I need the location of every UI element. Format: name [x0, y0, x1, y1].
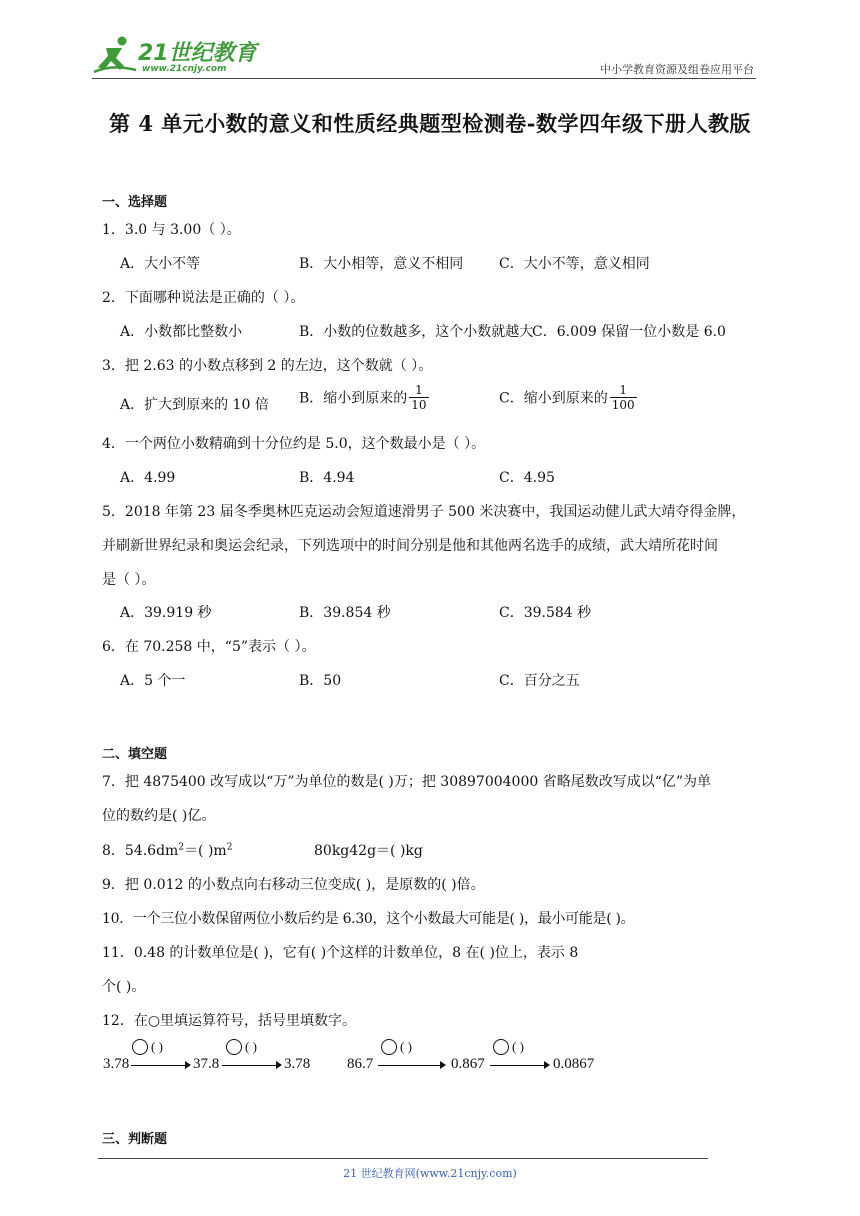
question-8-part-2: 80kg42g＝( )kg — [314, 843, 423, 859]
question-4: 4．一个两位小数精确到十分位约是 5.0，这个数最小是（ ）。 — [102, 436, 486, 452]
chain-value: 0.0867 — [553, 1056, 595, 1072]
q5-option-c: C．39.584 秒 — [499, 605, 592, 621]
q12-chain — [0, 1036, 860, 1076]
operator-circle-icon — [132, 1039, 148, 1055]
question-11-line-1: 11．0.48 的计数单位是( )，它有( )个这样的计数单位，8 在( )位上，表示 8 — [102, 945, 579, 961]
fraction-one-hundredth: $\frac{1}{100}$ — [611, 383, 635, 412]
answer-blank: ( ) — [400, 1039, 412, 1054]
question-2: 2．下面哪种说法是正确的（ ）。 — [102, 290, 305, 306]
header-rule — [92, 78, 756, 79]
q3-option-b-label: B．缩小到原来的 — [299, 390, 408, 407]
q4-option-a: A．4.99 — [120, 470, 176, 486]
q1-option-a: A．大小不等 — [120, 256, 201, 272]
q4-option-c: C．4.95 — [499, 470, 555, 486]
footer-text: 21 世纪教育网(www.21cnjy.com) — [343, 1167, 517, 1180]
question-6: 6．在 70.258 中，“5”表示（ ）。 — [102, 639, 316, 655]
q2-option-c: C．6.009 保留一位小数是 6.0 — [532, 324, 726, 340]
question-12: 12．在○里填运算符号，括号里填数字。 — [102, 1013, 357, 1029]
chain-value: 3.78 — [103, 1056, 130, 1072]
chain-value: 0.867 — [451, 1056, 485, 1072]
question-8: 8．$54.6dm^2=$( )$m^2$ — [102, 842, 233, 859]
question-10: 10．一个三位小数保留两位小数后约是 6.30，这个小数最大可能是( )，最小可能是( )。 — [102, 911, 635, 927]
question-5-line-1: 5．2018 年第 23 届冬季奥林匹克运动会短道速滑男子 500 米决赛中，我国运动健儿武大靖夺得金牌， — [102, 504, 746, 520]
arrow-head-icon — [276, 1061, 282, 1069]
arrow-head-icon — [440, 1061, 446, 1069]
section-fill: 二、填空题 — [102, 747, 168, 762]
q5-option-b: B．39.854 秒 — [299, 605, 391, 621]
q2-option-a: A．小数都比整数小 — [120, 324, 243, 340]
arrow-icon — [131, 1065, 189, 1066]
arrow-head-icon — [544, 1061, 550, 1069]
platform-name: 中小学教育资源及组卷应用平台 — [600, 63, 754, 76]
operator-circle-icon — [381, 1039, 397, 1055]
footer-rule — [98, 1158, 708, 1159]
chain-value: 37.8 — [193, 1056, 220, 1072]
q1-option-b: B．大小相等，意义不相同 — [299, 256, 464, 272]
answer-blank: ( ) — [245, 1039, 257, 1054]
runner-logo-icon — [92, 34, 138, 78]
logo-url: www.21cnjy.com — [142, 64, 227, 74]
q3-option-b — [299, 383, 429, 412]
question-5-line-3: 是（ ）。 — [102, 572, 156, 588]
section-choice: 一、选择题 — [102, 195, 168, 210]
arrow-icon — [490, 1065, 548, 1066]
page-title: 第 4 单元小数的意义和性质经典题型检测卷-数学四年级下册人教版 — [109, 111, 751, 136]
arrow-icon — [222, 1065, 280, 1066]
q6-option-a: A．5 个一 — [120, 673, 186, 689]
arrow-head-icon — [185, 1061, 191, 1069]
q1-option-c: C．大小不等，意义相同 — [499, 256, 650, 272]
q3-option-c-label: C．缩小到原来的 — [499, 390, 608, 407]
question-11-line-2: 个( )。 — [102, 979, 146, 995]
section-judge: 三、判断题 — [102, 1132, 168, 1147]
q6-option-b: B．50 — [299, 673, 342, 689]
q6-option-c: C．百分之五 — [499, 673, 580, 689]
q4-option-b: B．4.94 — [299, 470, 355, 486]
fraction-one-tenth: $\frac{1}{10}$ — [411, 383, 427, 412]
q5-option-a: A．39.919 秒 — [120, 605, 212, 621]
question-1: 1．3.0 与 3.00（ ）。 — [102, 222, 241, 238]
operator-circle-icon — [226, 1039, 242, 1055]
question-7-line-1: 7．把 4875400 改写成以“万”为单位的数是( )万；把 30897004000 省略尾数改写成以“亿”为单 — [102, 774, 712, 790]
question-3: 3．把 2.63 的小数点移到 2 的左边，这个数就（ ）。 — [102, 358, 433, 374]
logo-text: 21世纪教育 — [138, 41, 257, 66]
chain-value: 3.78 — [284, 1056, 311, 1072]
question-9: 9．把 0.012 的小数点向右移动三位变成( )，是原数的( )倍。 — [102, 877, 485, 893]
q2-option-b: B．小数的位数越多，这个小数就越大 — [299, 324, 534, 340]
q3-option-c — [499, 383, 637, 412]
answer-blank: ( ) — [151, 1039, 163, 1054]
arrow-icon — [378, 1065, 444, 1066]
q3-option-a: A．扩大到原来的 10 倍 — [120, 397, 269, 413]
operator-circle-icon — [493, 1039, 509, 1055]
question-7-line-2: 位的数约是( )亿。 — [102, 808, 216, 824]
question-5-line-2: 并刷新世界纪录和奥运会纪录，下列选项中的时间分别是他和其他两名选手的成绩，武大靖所花时间 — [102, 538, 718, 554]
answer-blank: ( ) — [512, 1039, 524, 1054]
chain-value: 86.7 — [347, 1056, 374, 1072]
logo — [92, 34, 262, 80]
